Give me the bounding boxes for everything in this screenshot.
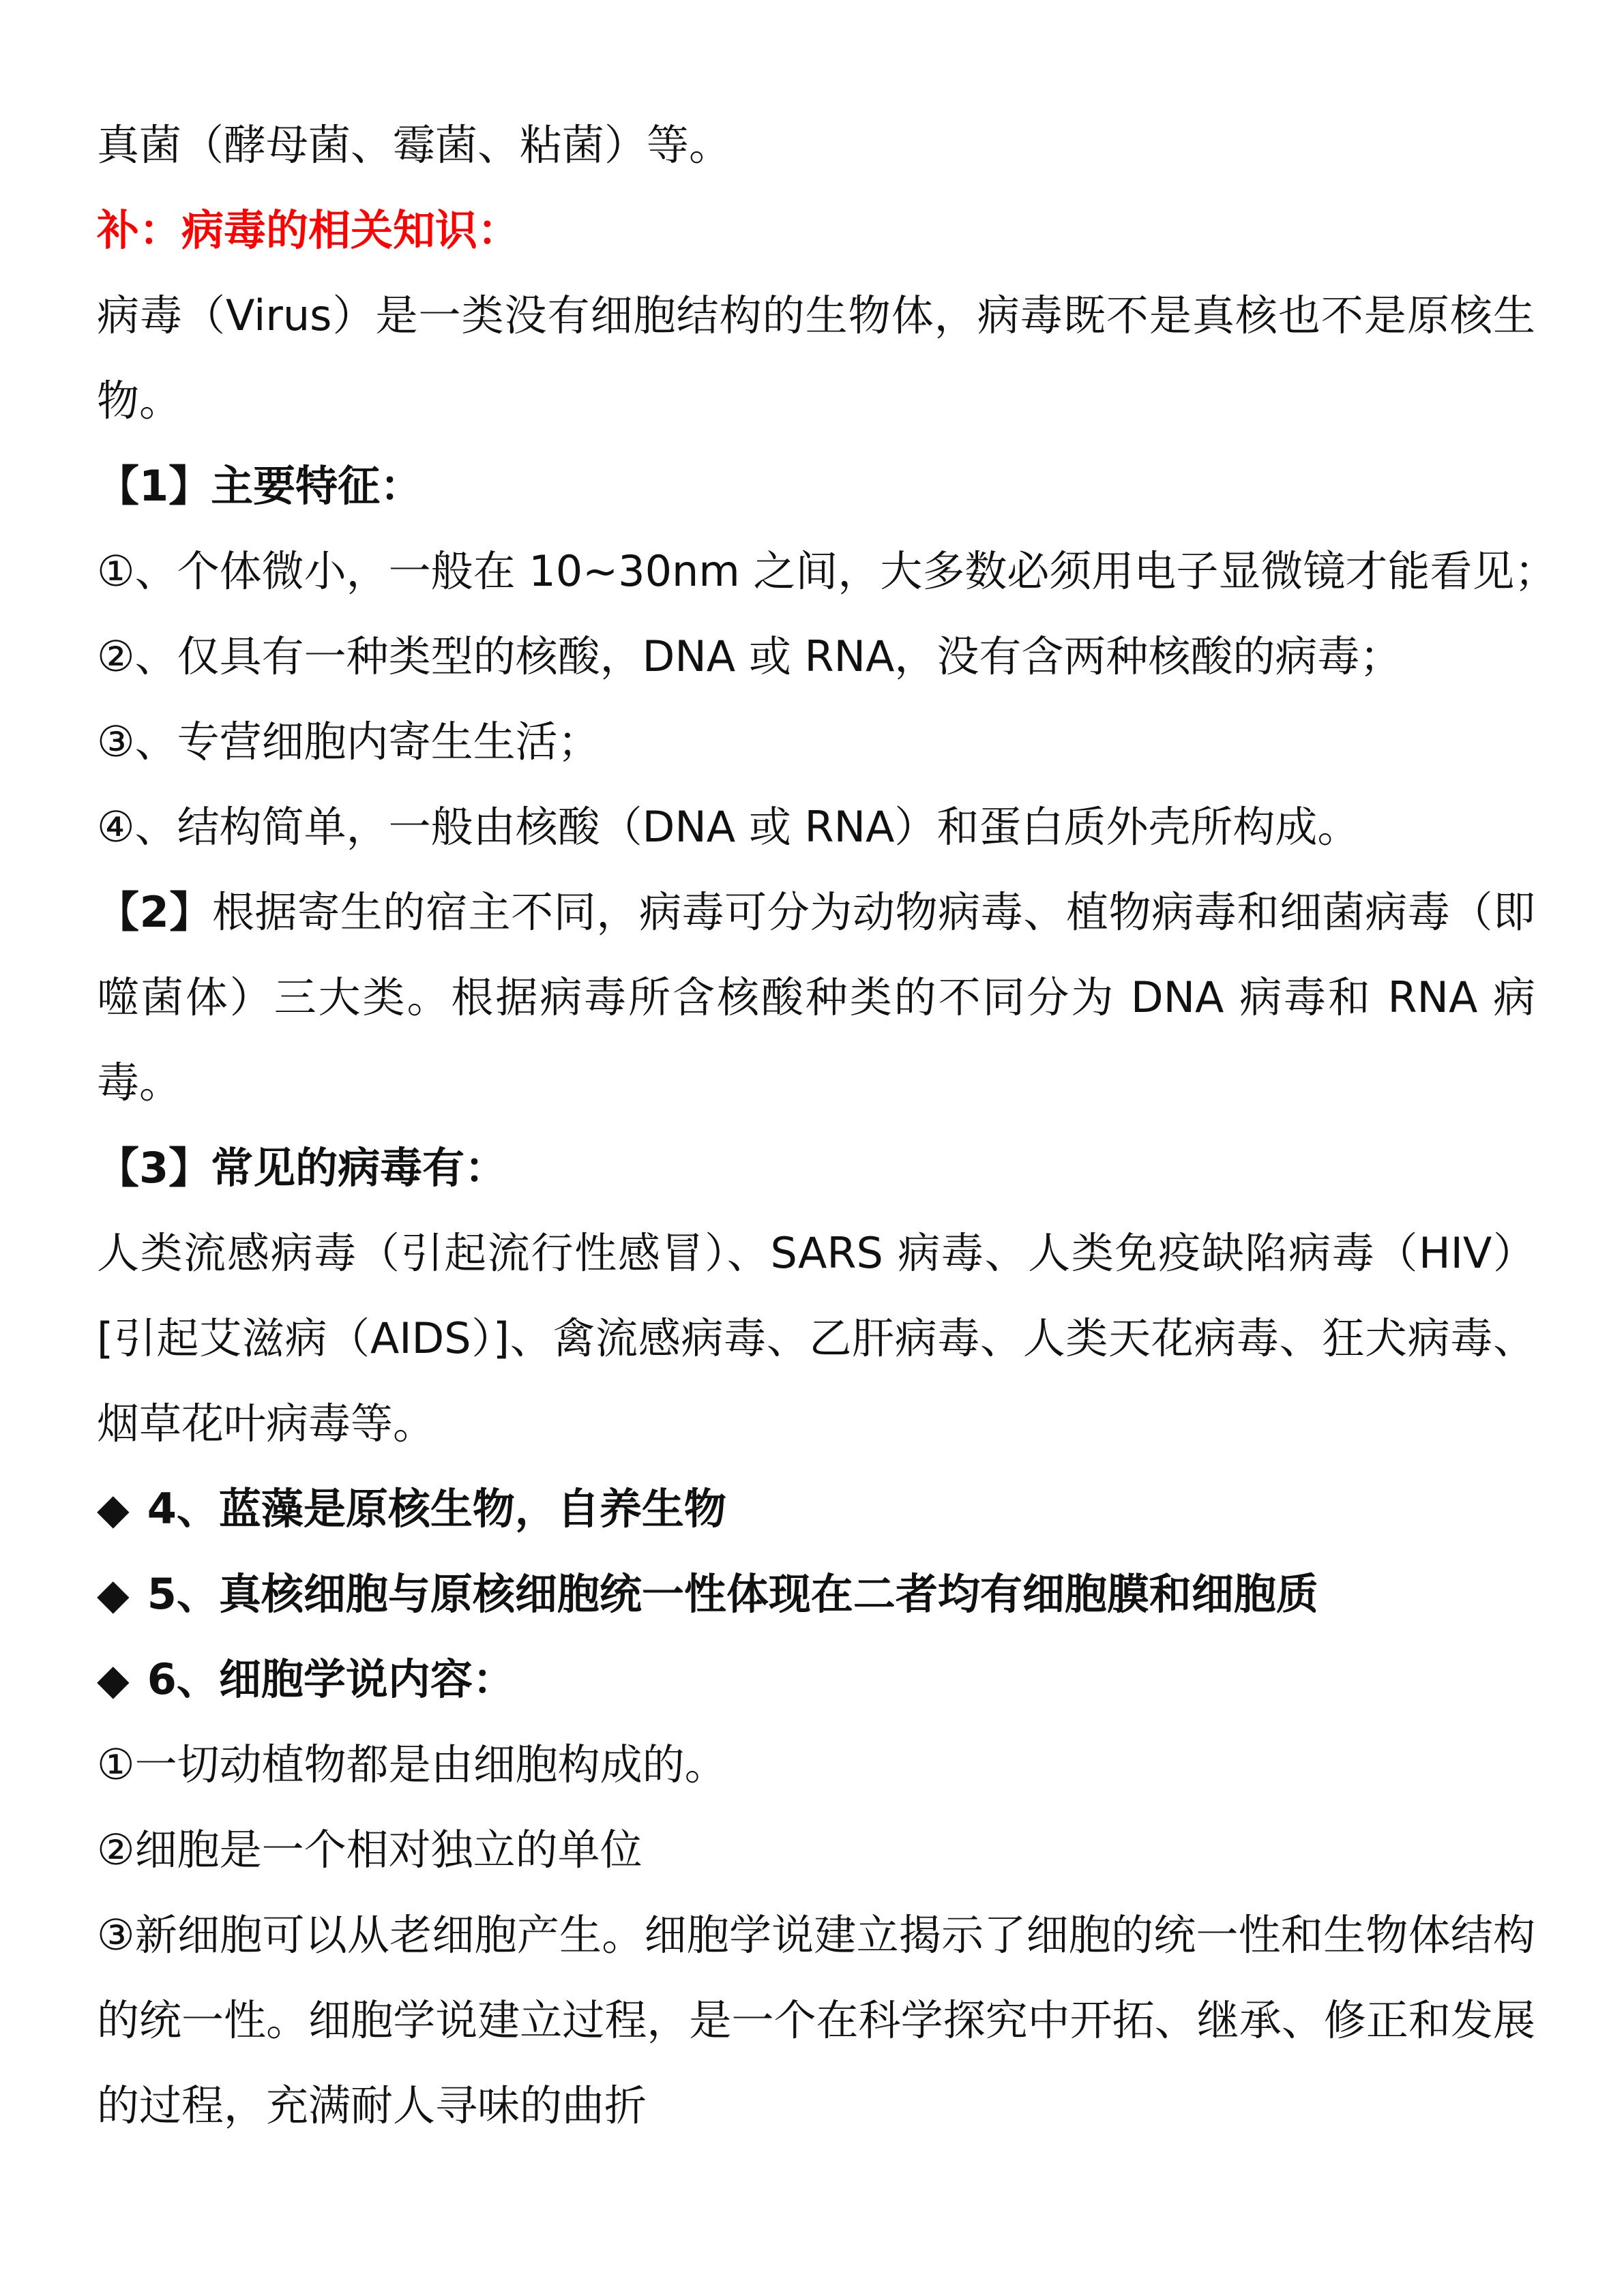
feature-1: ①、个体微小，一般在 10~30nm 之间，大多数必须用电子显微镜才能看见； bbox=[97, 546, 1557, 596]
point-4 bbox=[97, 1466, 1535, 1551]
main-features-heading: 【1】主要特征： bbox=[97, 461, 423, 511]
supplement-heading: 补：病毒的相关知识： bbox=[97, 205, 520, 255]
fungi-line: 真菌（酵母菌、霉菌、粘菌）等。 bbox=[97, 120, 732, 170]
point-6-text: 6、细胞学说内容： bbox=[147, 1654, 515, 1704]
feature-2: ②、仅具有一种类型的核酸，DNA 或 RNA，没有含两种核酸的病毒； bbox=[97, 631, 1402, 681]
diamond-bullet-icon: ◆ bbox=[97, 1654, 130, 1704]
point-4-text: 4、蓝藻是原核生物，自养生物 bbox=[147, 1484, 726, 1534]
diamond-bullet-icon: ◆ bbox=[97, 1569, 130, 1619]
classification-paragraph bbox=[97, 869, 1535, 1125]
theory-3-paragraph: ③新细胞可以从老细胞产生。细胞学说建立揭示了细胞的统一性和生物体结构的统一性。细胞学说建立过程，是一个在科学探究中开拓、继承、修正和发展的过程，充满耐人寻味的曲折 bbox=[97, 1910, 1535, 2130]
classification-text: 根据寄生的宿主不同，病毒可分为动物病毒、植物病毒和细菌病毒（即噬菌体）三大类。根据病毒所含核酸种类的不同分为 DNA 病毒和 RNA 病毒。 bbox=[97, 887, 1535, 1107]
point-6 bbox=[97, 1637, 1535, 1722]
classification-label: 【2】 bbox=[97, 887, 212, 937]
theory-1: ①一切动植物都是由细胞构成的。 bbox=[97, 1740, 727, 1789]
common-viruses-heading: 【3】常见的病毒有： bbox=[97, 1143, 507, 1193]
diamond-bullet-icon: ◆ bbox=[97, 1484, 130, 1534]
feature-3: ③、专营细胞内寄生生活； bbox=[97, 717, 600, 766]
theory-2: ②细胞是一个相对独立的单位 bbox=[97, 1825, 643, 1875]
feature-4: ④、结构简单，一般由核酸（DNA 或 RNA）和蛋白质外壳所构成。 bbox=[97, 802, 1360, 852]
point-5-text: 5、真核细胞与原核细胞统一性体现在二者均有细胞膜和细胞质 bbox=[147, 1569, 1318, 1619]
point-5 bbox=[97, 1551, 1535, 1637]
common-viruses-paragraph: 人类流感病毒（引起流行性感冒）、SARS 病毒、人类免疫缺陷病毒（HIV）[引起艾滋病（AIDS）]、禽流感病毒、乙肝病毒、人类天花病毒、狂犬病毒、烟草花叶病毒等。 bbox=[97, 1228, 1535, 1448]
virus-intro-paragraph: 病毒（Virus）是一类没有细胞结构的生物体，病毒既不是真核也不是原核生物。 bbox=[97, 290, 1535, 426]
